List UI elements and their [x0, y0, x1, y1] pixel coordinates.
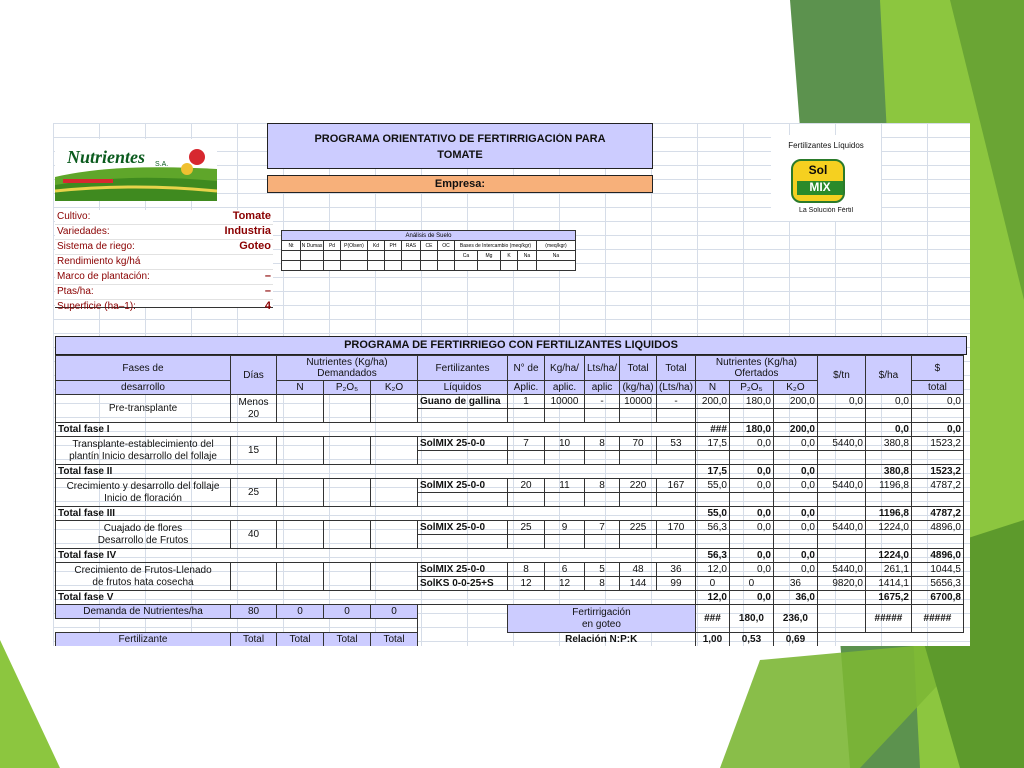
- cell: 12,0: [695, 591, 729, 605]
- empty-cell: [418, 451, 508, 465]
- demand-op: 180,0: [729, 605, 773, 633]
- phase-dias-1: 15: [247, 444, 260, 456]
- info-value: Industria: [224, 225, 271, 237]
- empty-cell: [418, 493, 508, 507]
- empty-cell: [508, 535, 545, 549]
- empty-cell: [545, 493, 585, 507]
- cell: 55,0: [695, 479, 729, 493]
- cell: 36: [657, 563, 696, 577]
- empty-cell: [508, 451, 545, 465]
- soil-col: Na: [518, 251, 537, 261]
- empty-cell: [371, 521, 418, 549]
- total-cell: 0,0: [773, 465, 817, 479]
- empty-cell: [371, 437, 418, 465]
- cell: 380,8: [865, 437, 911, 451]
- phase-fert: SolMIX 25-0-0: [418, 479, 508, 493]
- crop-info-block: [55, 210, 273, 312]
- phase-name: [56, 437, 231, 465]
- phase-total-label: Total fase IV: [56, 549, 696, 563]
- total-cell: 0,0: [865, 423, 911, 437]
- total-cell: 1224,0: [865, 549, 911, 563]
- cell: 1: [508, 395, 545, 409]
- info-row: [55, 270, 273, 285]
- cell: 5: [585, 563, 620, 577]
- hdr-n: N: [277, 381, 324, 395]
- hdr-totall: Total: [657, 356, 696, 381]
- total-cell: 0,0: [729, 549, 773, 563]
- empty-cell: [817, 465, 865, 479]
- cell: 5440,0: [817, 437, 865, 451]
- cell: 1224,0: [865, 521, 911, 535]
- cell: 0,0: [911, 395, 963, 409]
- nutrientes-logo: [55, 139, 217, 201]
- relation-k: 0,69: [773, 633, 817, 647]
- empty-cell: [324, 479, 371, 507]
- solmix-caption: Fertilizantes Líquidos: [788, 141, 864, 150]
- phase-dias-1: 40: [247, 528, 260, 540]
- soil-col: Pd: [324, 241, 341, 251]
- phase5-fert-a: SolMIX 25-0-0: [418, 563, 508, 577]
- empty-cell: [817, 549, 865, 563]
- cell: 225: [620, 521, 657, 535]
- hdr-napl-2: Aplic.: [508, 381, 545, 395]
- cell: 8: [508, 563, 545, 577]
- soil-col: OC: [438, 241, 455, 251]
- hdr-pha: $/ha: [865, 356, 911, 395]
- demand-opha: #####: [865, 605, 911, 633]
- info-label: Superficie (ha–1):: [57, 301, 136, 312]
- empty-cell: [657, 493, 696, 507]
- empty-cell: [545, 535, 585, 549]
- total-cell: ###: [695, 423, 729, 437]
- solmix-word2: MIX: [797, 181, 843, 195]
- empresa-field[interactable]: [267, 175, 653, 193]
- cell: 9820,0: [817, 577, 865, 591]
- cell: 180,0: [729, 395, 773, 409]
- cell: 144: [620, 577, 657, 591]
- hdr-of-p2o5: P₂O₅: [729, 381, 773, 395]
- phase-name-2: Desarrollo de Frutos: [97, 534, 189, 546]
- empty-cell: [277, 479, 324, 507]
- cell: 8: [585, 437, 620, 451]
- cell: 0,0: [865, 395, 911, 409]
- total-cell: 4787,2: [911, 507, 963, 521]
- total-cell: 1196,8: [865, 507, 911, 521]
- cell: 36,0: [773, 591, 817, 605]
- empty-cell: [277, 437, 324, 465]
- empty-cell: [911, 535, 963, 549]
- info-label: Ptas/ha:: [57, 286, 94, 297]
- demand-dias: 80: [231, 605, 277, 619]
- cell: 48: [620, 563, 657, 577]
- cell: 53: [657, 437, 696, 451]
- soil-col: P(Olsen): [341, 241, 368, 251]
- phase5-total-label: Total fase V: [56, 591, 696, 605]
- hdr-nut-dem: [277, 356, 418, 381]
- empty-cell: [817, 507, 865, 521]
- empty-cell: [508, 409, 545, 423]
- total-cell: 0,0: [911, 423, 963, 437]
- fertirrigation-table: [55, 355, 964, 646]
- rel-total: Total: [371, 633, 418, 647]
- hdr-kgha: Kg/ha/: [545, 356, 585, 381]
- demand-fert-2: en goteo: [582, 618, 621, 630]
- cell: 17,5: [695, 437, 729, 451]
- solmix-badge: [791, 159, 845, 203]
- soil-col: Kd: [368, 241, 385, 251]
- empty-cell: [657, 451, 696, 465]
- cell: 8: [585, 577, 620, 591]
- cell: 56,3: [695, 521, 729, 535]
- phase-name-2: plantín Inicio desarrollo del follaje: [69, 450, 217, 462]
- empty-cell: [817, 535, 865, 549]
- hdr-dtotal: total: [911, 381, 963, 395]
- cell: 0,0: [729, 521, 773, 535]
- hdr-totall-2: (Lts/ha): [657, 381, 696, 395]
- cell: 0,0: [729, 563, 773, 577]
- info-label: Variedades:: [57, 226, 110, 237]
- phase-total-label: Total fase I: [56, 423, 696, 437]
- hdr-p2o5: P₂O₅: [324, 381, 371, 395]
- info-value: –: [264, 285, 271, 297]
- empty-cell: [585, 535, 620, 549]
- phase-fert: SolMIX 25-0-0: [418, 521, 508, 535]
- empty-cell: [620, 409, 657, 423]
- cell: 12: [508, 577, 545, 591]
- cell: 12,0: [695, 563, 729, 577]
- cell: 5440,0: [817, 563, 865, 577]
- empty-cell: [277, 395, 324, 423]
- cell: -: [585, 395, 620, 409]
- empty-cell: [911, 493, 963, 507]
- info-row: [55, 240, 273, 255]
- cell: 20: [508, 479, 545, 493]
- hdr-ltsha: Lts/ha/: [585, 356, 620, 381]
- page-subtitle: TOMATE: [437, 148, 483, 161]
- info-row: [55, 300, 273, 314]
- soil-title: Análisis de Suelo: [282, 231, 576, 241]
- cell: 0,0: [729, 437, 773, 451]
- empty-cell: [371, 395, 418, 423]
- demand-fert-1: Fertirrigación: [572, 606, 631, 618]
- empty-cell: [773, 493, 817, 507]
- empty-cell: [817, 493, 865, 507]
- empty-cell: [418, 535, 508, 549]
- empty-cell: [865, 535, 911, 549]
- soil-col: N Dumas: [301, 242, 323, 249]
- rel-total: Total: [277, 633, 324, 647]
- page-title: PROGRAMA ORIENTATIVO DE FERTIRRIGACIÓN PARA: [314, 133, 606, 145]
- demand-n: 0: [277, 605, 324, 619]
- hdr-fert: Fertilizantes: [418, 356, 508, 381]
- phase-name: [56, 479, 231, 507]
- info-label: Marco de plantación:: [57, 271, 150, 282]
- empty-cell: [729, 451, 773, 465]
- demand-fert: [508, 605, 696, 633]
- cell: 0: [695, 577, 729, 591]
- phase-fert: SolMIX 25-0-0: [418, 437, 508, 451]
- rel-total: Total: [324, 633, 371, 647]
- hdr-ptn: $/tn: [817, 356, 865, 395]
- info-value: 4: [264, 300, 271, 312]
- cell: 200,0: [773, 395, 817, 409]
- hdr-nut-of-2: Ofertados: [734, 368, 779, 379]
- soil-analysis-table: [281, 230, 576, 271]
- cell: 4787,2: [911, 479, 963, 493]
- phase5-fert-b: SolKS 0-0-25+S: [418, 577, 508, 591]
- cell: 4896,0: [911, 521, 963, 535]
- cell: 99: [657, 577, 696, 591]
- cell: 0,0: [729, 591, 773, 605]
- info-row: [55, 225, 273, 240]
- cell: 1523,2: [911, 437, 963, 451]
- cell: 0,0: [729, 479, 773, 493]
- empty-cell: [865, 493, 911, 507]
- hdr-fert-2: Líquidos: [418, 381, 508, 395]
- relation-label: Relación N:P:K: [565, 634, 638, 646]
- hdr-fases-2: desarrollo: [56, 381, 231, 395]
- cell: 5440,0: [817, 521, 865, 535]
- soil-col: Na: [537, 251, 576, 261]
- hdr-nut-of: [695, 356, 817, 381]
- cell: 167: [657, 479, 696, 493]
- info-label: Cultivo:: [57, 211, 91, 222]
- phase-dias-2: 20: [247, 408, 260, 420]
- empty-cell: [277, 521, 324, 549]
- cell: 0,0: [817, 395, 865, 409]
- hdr-of-k2o: K₂O: [773, 381, 817, 395]
- cell: 0,0: [773, 479, 817, 493]
- hdr-nut-dem-2: Demandados: [317, 368, 377, 379]
- solmix-logo: [771, 135, 881, 221]
- cell: 1414,1: [865, 577, 911, 591]
- phase-dias-1: 25: [247, 486, 260, 498]
- cell: 261,1: [865, 563, 911, 577]
- total-cell: 56,3: [695, 549, 729, 563]
- info-value: Goteo: [239, 240, 271, 252]
- hdr-total: Total: [620, 356, 657, 381]
- soil-col: RAS: [402, 241, 421, 251]
- cell: 1196,8: [865, 479, 911, 493]
- total-cell: 200,0: [773, 423, 817, 437]
- empty-cell: [773, 535, 817, 549]
- total-cell: 55,0: [695, 507, 729, 521]
- cell: 6700,8: [911, 591, 963, 605]
- total-cell: 0,0: [773, 549, 817, 563]
- empty-cell: [773, 409, 817, 423]
- empty-cell: [865, 451, 911, 465]
- empty-cell: [695, 451, 729, 465]
- cell: 7: [508, 437, 545, 451]
- title-box: [267, 123, 653, 169]
- hdr-ltsha-2: aplic: [585, 381, 620, 395]
- hdr-kgha-2: aplic.: [545, 381, 585, 395]
- nutrientes-brand: Nutrientes: [67, 147, 146, 167]
- cell: 220: [620, 479, 657, 493]
- spreadsheet-sheet[interactable]: [53, 123, 970, 646]
- empty-cell: [865, 409, 911, 423]
- phase-dias: [231, 437, 277, 465]
- cell: 12: [545, 577, 585, 591]
- hdr-fases: Fases de: [56, 356, 231, 381]
- info-row: [55, 210, 273, 225]
- demand-optot: #####: [911, 605, 963, 633]
- empty-cell: [371, 479, 418, 507]
- empty-cell: [620, 535, 657, 549]
- total-cell: 380,8: [865, 465, 911, 479]
- cell: 5656,3: [911, 577, 963, 591]
- demand-on: ###: [695, 605, 729, 633]
- empty-cell: [324, 521, 371, 549]
- phase-total-label: Total fase III: [56, 507, 696, 521]
- relation-n: 1,00: [695, 633, 729, 647]
- empty-cell: [585, 451, 620, 465]
- empty-cell: [418, 409, 508, 423]
- cell: 10000: [545, 395, 585, 409]
- empty-cell: [911, 409, 963, 423]
- empty-cell: [729, 535, 773, 549]
- phase-name-2: Inicio de floración: [104, 492, 182, 504]
- total-cell: 0,0: [773, 507, 817, 521]
- phase-dias: [231, 479, 277, 507]
- hdr-k2o: K₂O: [371, 381, 418, 395]
- empty-cell: [620, 493, 657, 507]
- total-cell: 4896,0: [911, 549, 963, 563]
- total-cell: 17,5: [695, 465, 729, 479]
- empty-cell: [817, 409, 865, 423]
- empty-cell: [911, 451, 963, 465]
- phase-name-1: Cuajado de flores: [103, 522, 183, 534]
- empty-cell: [324, 395, 371, 423]
- cell: 5440,0: [817, 479, 865, 493]
- total-cell: 180,0: [729, 423, 773, 437]
- cell: 0,0: [773, 437, 817, 451]
- empty-cell: [695, 493, 729, 507]
- cell: 1675,2: [865, 591, 911, 605]
- hdr-dias: Días: [231, 356, 277, 395]
- demand-k: 0: [371, 605, 418, 619]
- empty-cell: [695, 535, 729, 549]
- empty-cell: [620, 451, 657, 465]
- cell: 36: [773, 577, 817, 591]
- empty-cell: [585, 409, 620, 423]
- cell: 70: [620, 437, 657, 451]
- soil-col: Ca: [455, 251, 478, 261]
- phase-name-1: Transplante-establecimiento del: [72, 438, 214, 450]
- soil-col: CE: [421, 241, 438, 251]
- soil-extra-label: (meq/kgr): [537, 241, 576, 251]
- empty-cell: [817, 423, 865, 437]
- empty-cell: [585, 493, 620, 507]
- empty-cell: [817, 451, 865, 465]
- phase-dias: [231, 521, 277, 549]
- phase-name: [56, 395, 231, 423]
- cell: -: [657, 395, 696, 409]
- phase-total-label: Total fase II: [56, 465, 696, 479]
- soil-col: PH: [385, 241, 402, 251]
- cell: 6: [545, 563, 585, 577]
- program-title: PROGRAMA DE FERTIRRIEGO CON FERTILIZANTES LIQUIDOS: [344, 339, 678, 351]
- hdr-napl: N° de: [508, 356, 545, 381]
- demand-label: Demanda de Nutrientes/ha: [56, 605, 231, 619]
- empty-cell: [657, 409, 696, 423]
- phase5-name-2: de frutos hata cosecha: [92, 576, 194, 588]
- phase-dias: [231, 395, 277, 423]
- info-label: Rendimiento kg/há: [57, 256, 141, 267]
- hdr-total-2: (kg/ha): [620, 381, 657, 395]
- empty-cell: [324, 437, 371, 465]
- phase-name: [56, 521, 231, 549]
- hdr-dollar: $: [911, 356, 963, 381]
- hdr-nut-of-1: Nutrientes (Kg/ha): [715, 357, 798, 368]
- phase5-name-1: Crecimiento de Frutos-Llenado: [74, 564, 212, 576]
- empty-cell: [545, 451, 585, 465]
- solmix-slogan: La Solución Fértil: [798, 207, 854, 214]
- phase-fert: Guano de gallina: [418, 395, 508, 409]
- relation-p: 0,53: [729, 633, 773, 647]
- cell: 9: [545, 521, 585, 535]
- phase-dias-1: Menos: [238, 396, 269, 408]
- demand-p: 0: [324, 605, 371, 619]
- cell: 0: [729, 577, 773, 591]
- info-value: Tomate: [232, 210, 271, 222]
- demand-ok: 236,0: [773, 605, 817, 633]
- cell: 200,0: [695, 395, 729, 409]
- info-row: [55, 285, 273, 300]
- rel-total: Total: [231, 633, 277, 647]
- hdr-of-n: N: [695, 381, 729, 395]
- cell: 10: [545, 437, 585, 451]
- cell: 170: [657, 521, 696, 535]
- phase-name-1: Pre-transplante: [108, 402, 178, 414]
- empty-cell: [729, 409, 773, 423]
- soil-col: Nt: [282, 241, 301, 251]
- total-cell: 0,0: [729, 507, 773, 521]
- info-value: –: [264, 270, 271, 282]
- empty-cell: [695, 409, 729, 423]
- soil-col: Mg: [478, 251, 501, 261]
- empty-cell: [773, 451, 817, 465]
- empty-cell: [657, 535, 696, 549]
- soil-col: K: [501, 251, 518, 261]
- phase5-name: [56, 563, 231, 591]
- cell: 1044,5: [911, 563, 963, 577]
- info-row: [55, 255, 273, 270]
- cell: 8: [585, 479, 620, 493]
- soil-bases-label: Bases de Intercambio (meq/kgr): [455, 241, 537, 251]
- empty-cell: [508, 493, 545, 507]
- cell: 10000: [620, 395, 657, 409]
- rel-fert-label: Fertilizante: [56, 633, 231, 647]
- phase-name-1: Crecimiento y desarrollo del follaje: [66, 480, 220, 492]
- empty-cell: [729, 493, 773, 507]
- cell: 0,0: [773, 563, 817, 577]
- solmix-word1: Sol: [808, 164, 828, 177]
- nutrientes-suffix: S.A.: [155, 161, 169, 168]
- empresa-label: Empresa:: [434, 178, 486, 190]
- cell: 25: [508, 521, 545, 535]
- cell: 0,0: [773, 521, 817, 535]
- program-title-bar: [55, 336, 967, 355]
- cell: 7: [585, 521, 620, 535]
- info-label: Sistema de riego:: [57, 241, 135, 252]
- hdr-nut-dem-1: Nutrientes (Kg/ha): [306, 357, 388, 368]
- cell: 11: [545, 479, 585, 493]
- total-cell: 1523,2: [911, 465, 963, 479]
- empty-cell: [545, 409, 585, 423]
- total-cell: 0,0: [729, 465, 773, 479]
